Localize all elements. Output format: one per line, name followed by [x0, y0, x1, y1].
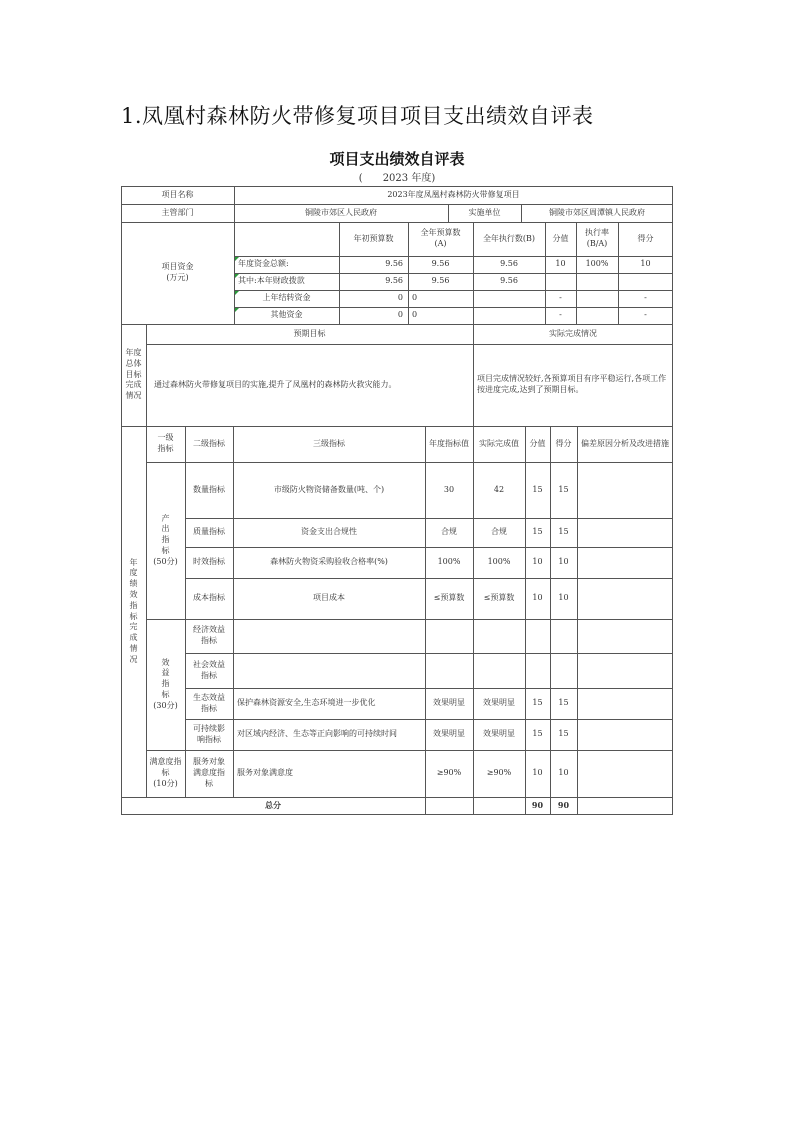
performance-table [121, 147, 673, 815]
goal-expected-text: 通过森林防火带修复项目的实施,提升了凤凰村的森林防火救灾能力。 [154, 379, 397, 389]
ind-header-target: 年度指标值 [429, 438, 469, 448]
ind-header-score: 得分 [555, 438, 572, 448]
project-name-label: 项目名称 [161, 189, 194, 199]
funds-row-score: 10 [640, 259, 651, 269]
page-heading: 1.凤凰村森林防火带修复项目项目支出绩效自评表 [121, 104, 594, 128]
benefit-l2: 可持续影 响指标 [193, 723, 225, 744]
output-indicator-label: 产 出 指 标 (50分) [153, 513, 178, 566]
benefit-actual: 效果明显 [483, 698, 515, 708]
output-points: 10 [532, 593, 543, 603]
ind-header-l2: 二级指标 [193, 438, 225, 448]
benefit-l3: 保护森林资源安全,生态环境进一步优化 [237, 698, 376, 708]
funds-row-label: 年度资金总额: [238, 259, 289, 269]
ind-header-actual: 实际完成值 [479, 438, 519, 448]
output-l3: 项目成本 [313, 593, 345, 603]
table-grid [121, 186, 673, 815]
ind-header-l3: 三级指标 [313, 438, 345, 448]
funds-row-rate [576, 307, 618, 324]
funds-header-score: 得分 [637, 233, 654, 243]
output-target: 合规 [441, 527, 457, 537]
goal-actual-text: 项目完成情况较好,各预算项目有序平稳运行,各项工作按进度完成,达到了预期目标。 [477, 374, 667, 394]
year-text: 2023 年度) [382, 173, 436, 184]
satisfaction-indicator-label: 满意度指 标 (10分) [149, 757, 182, 788]
funds-row-points [545, 273, 576, 290]
funds-row-label: 其他资金 [270, 310, 303, 320]
funds-row-rate [576, 273, 618, 290]
funds-row-label: 其中:本年财政拨款 [238, 276, 305, 286]
output-points: 15 [532, 484, 543, 494]
output-l2: 时效指标 [193, 557, 225, 567]
table-title: 项目支出绩效自评表 [329, 150, 465, 168]
funds-row-exec [473, 290, 545, 307]
benefit-score: 15 [558, 698, 569, 708]
satisfaction-l2: 服务对象 满意度指 标 [193, 757, 225, 788]
output-l2: 数量指标 [193, 484, 225, 494]
table-year [121, 171, 673, 186]
benefit-points: 15 [532, 698, 543, 708]
funds-row-score: - [644, 293, 647, 303]
output-actual: 合规 [491, 527, 507, 537]
goal-expected-label: 预期目标 [293, 328, 326, 338]
ind-header-points: 分值 [529, 438, 546, 448]
indicator-label: 年 度 绩 效 指 标 完 成 情 况 [129, 557, 138, 664]
output-actual: 42 [493, 484, 505, 494]
benefit-actual: 效果明显 [483, 729, 515, 739]
output-points: 15 [532, 527, 543, 537]
goal-actual-label: 实际完成情况 [549, 328, 597, 338]
funds-label: 项目资金 (万元) [161, 262, 194, 282]
funds-row-annual: 9.56 [431, 276, 450, 286]
green-corner-marker [235, 274, 239, 278]
funds-header-annual: 全年预算数 (A) [420, 228, 461, 248]
output-actual: ≤预算数 [483, 593, 515, 603]
total-score: 90 [557, 800, 570, 811]
satisfaction-score: 10 [558, 768, 569, 778]
satisfaction-actual: ≥90% [486, 768, 512, 778]
funds-row-exec: 9.56 [500, 276, 518, 286]
output-l2: 成本指标 [193, 593, 225, 603]
output-score: 10 [558, 557, 569, 567]
benefit-target: 效果明显 [433, 729, 465, 739]
output-score: 15 [558, 484, 569, 494]
benefit-target: 效果明显 [433, 698, 465, 708]
output-actual: 100% [487, 557, 511, 567]
benefit-indicator-label: 效 益 指 标 (30分) [153, 657, 178, 710]
grid-line [121, 814, 673, 815]
funds-row-rate: 100% [585, 259, 609, 269]
funds-row-initial: 9.56 [385, 276, 403, 286]
output-l3: 市级防火物资储备数量(吨、个) [273, 484, 385, 494]
funds-row-points: - [559, 310, 562, 320]
dept-label: 主管部门 [161, 207, 194, 217]
funds-row-score [618, 273, 673, 290]
funds-header-exec: 全年执行数(B) [482, 233, 536, 243]
ind-header-l1: 一级 指标 [157, 433, 174, 453]
benefit-l3: 对区域内经济、生态等正向影响的可持续时间 [237, 729, 397, 739]
funds-row-annual: 0 [412, 293, 418, 303]
total-label: 总分 [265, 800, 281, 811]
impl-value: 铜陵市郊区周潭镇人民政府 [549, 207, 645, 217]
output-l3: 资金支出合规性 [301, 527, 357, 537]
satisfaction-l3: 服务对象满意度 [237, 768, 293, 778]
output-target: 100% [437, 557, 461, 567]
output-target: 30 [443, 484, 455, 494]
total-points: 90 [531, 800, 544, 811]
funds-row-annual: 0 [412, 310, 418, 320]
funds-row-initial: 9.56 [385, 259, 403, 269]
dept-value: 铜陵市郊区人民政府 [305, 207, 377, 217]
funds-header-rate: 执行率 (B/A) [585, 228, 609, 248]
funds-row-exec [473, 307, 545, 324]
funds-header-points: 分值 [552, 233, 569, 243]
funds-row-exec: 9.56 [500, 259, 518, 269]
satisfaction-points: 10 [532, 768, 543, 778]
output-score: 15 [558, 527, 569, 537]
satisfaction-target: ≥90% [436, 768, 462, 778]
output-score: 10 [558, 593, 569, 603]
goal-label: 年度 总体 目标 完成 情况 [125, 348, 142, 401]
funds-header-initial: 年初预算数 [353, 233, 394, 243]
funds-row-annual: 9.56 [431, 259, 450, 269]
funds-row-points: 10 [555, 259, 566, 269]
output-l3: 森林防火物资采购验收合格率(%) [270, 557, 388, 567]
benefit-l2: 生态效益 指标 [193, 692, 225, 713]
output-l2: 质量指标 [193, 527, 225, 537]
funds-row-points: - [559, 293, 562, 303]
output-points: 10 [532, 557, 543, 567]
funds-row-rate [576, 290, 618, 307]
benefit-score: 15 [558, 729, 569, 739]
funds-row-score: - [644, 310, 647, 320]
year-open: ( [358, 173, 363, 184]
ind-header-reason: 偏差原因分析及改进措施 [581, 438, 669, 448]
benefit-l2: 社会效益 指标 [193, 659, 225, 680]
funds-row-label: 上年结转资金 [262, 293, 311, 303]
project-name-value: 2023年度凤凰村森林防火带修复项目 [387, 189, 520, 199]
green-corner-marker [235, 257, 239, 261]
benefit-points: 15 [532, 729, 543, 739]
impl-label: 实施单位 [468, 207, 501, 217]
green-corner-marker [235, 308, 239, 312]
funds-row-initial: 0 [397, 310, 403, 320]
output-target: ≤预算数 [433, 593, 465, 603]
grid-line [577, 426, 578, 815]
benefit-l2: 经济效益 指标 [193, 625, 225, 645]
green-corner-marker [235, 291, 239, 295]
funds-row-initial: 0 [397, 293, 403, 303]
grid-line [185, 653, 673, 654]
